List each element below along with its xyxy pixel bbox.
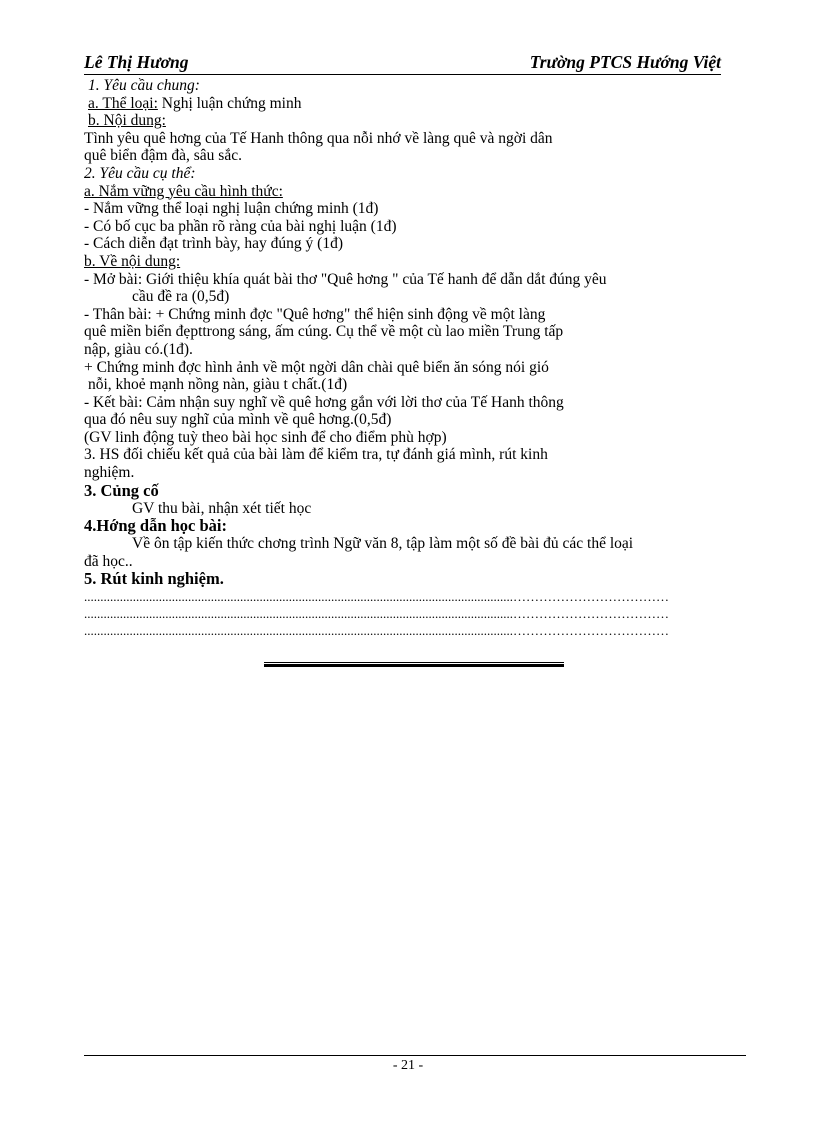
list-item: - Có bố cục ba phần rõ ràng của bài nghị luận (1đ) <box>84 217 397 235</box>
section-heading-study-guide: 4.Hớng dẫn học bài: <box>84 516 228 536</box>
paragraph-line: GV thu bài, nhận xét tiết học <box>132 499 312 517</box>
paragraph-line: Về ôn tập kiến thức chơng trình Ngữ văn 8, tập làm một số đề bài đủ các thể loại <box>132 535 634 553</box>
section-specific-requirements: 2. Yêu cầu cụ thể: <box>84 164 196 182</box>
list-item: - Cách diễn đạt trình bày, hay đúng ý (1đ) <box>84 235 343 253</box>
content-heading: b. Nội dung: <box>88 112 166 130</box>
list-item: - Nắm vững thể loại nghị luận chứng minh (1đ) <box>84 200 379 218</box>
genre-value: Nghị luận chứng minh <box>157 94 302 112</box>
header-rule <box>84 74 721 75</box>
list-item-continuation: cầu đề ra (0,5đ) <box>132 288 230 306</box>
section-heading-lessons-learned: 5. Rút kinh nghiệm. <box>84 569 224 589</box>
list-item-continuation: nỗi, khoẻ mạnh nồng nàn, giàu t chất.(1đ) <box>88 376 348 394</box>
paragraph-line: 3. HS đối chiếu kết quả của bài làm để kiểm tra, tự đánh giá mình, rút kinh <box>84 446 548 464</box>
list-item: - Thân bài: + Chứng minh đợc "Quê hơng" thể hiện sinh động về một làng <box>84 305 546 323</box>
paragraph-line: quê biển đậm đà, sâu sắc. <box>84 147 242 165</box>
document-body <box>84 77 744 639</box>
dotted-fill-line: ....................................................................................................................................……………………………… <box>84 589 669 605</box>
dotted-fill-line: ....................................................................................................................................……………………………… <box>84 623 669 639</box>
list-item: + Chứng minh đợc hình ảnh về một ngời dân chài quê biển ăn sóng nói gió <box>84 358 549 376</box>
list-item-continuation: qua đó nêu suy nghĩ của mình về quê hơng.(0,5đ) <box>84 411 392 429</box>
dotted-fill-line: ....................................................................................................................................……………………………… <box>84 606 669 622</box>
list-item: - Mở bài: Giới thiệu khía quát bài thơ "Quê hơng " của Tế hanh để dẫn dắt đúng yêu <box>84 270 607 288</box>
header-school: Trường PTCS Hướng Việt <box>529 52 721 72</box>
form-requirements-heading: a. Nắm vững yêu cầu hình thức: <box>84 182 283 200</box>
paragraph-line: đã học.. <box>84 552 133 570</box>
footer-rule <box>84 1055 746 1056</box>
section-heading-consolidation: 3. Củng cố <box>84 480 159 500</box>
genre-line <box>84 95 744 113</box>
paragraph-line: nghiệm. <box>84 464 135 482</box>
list-item-continuation: nập, giàu có.(1đ). <box>84 340 193 358</box>
section-general-requirements: 1. Yêu cầu chung: <box>88 77 200 94</box>
divider-thick-line <box>264 664 564 667</box>
genre-label: a. Thể loại: <box>88 94 158 112</box>
page-header <box>84 52 721 76</box>
content-requirements-heading: b. Về nội dung: <box>84 252 181 270</box>
paragraph-line: Tình yêu quê hơng của Tế Hanh thông qua nỗi nhớ về làng quê và ngời dân <box>84 129 553 147</box>
section-divider <box>264 662 564 668</box>
note-line: (GV linh động tuỳ theo bài học sinh để cho điểm phù hợp) <box>84 428 447 446</box>
list-item-continuation: quê miền biển đẹpttrong sáng, ấm cúng. Cụ thể về một cù lao miền Trung tấp <box>84 323 564 341</box>
list-item: - Kết bài: Cảm nhận suy nghĩ về quê hơng gắn với lời thơ của Tế Hanh thông <box>84 393 564 411</box>
divider-thin-line <box>264 662 564 663</box>
header-author: Lê Thị Hương <box>84 52 189 72</box>
page-number: - 21 - <box>392 1058 424 1073</box>
